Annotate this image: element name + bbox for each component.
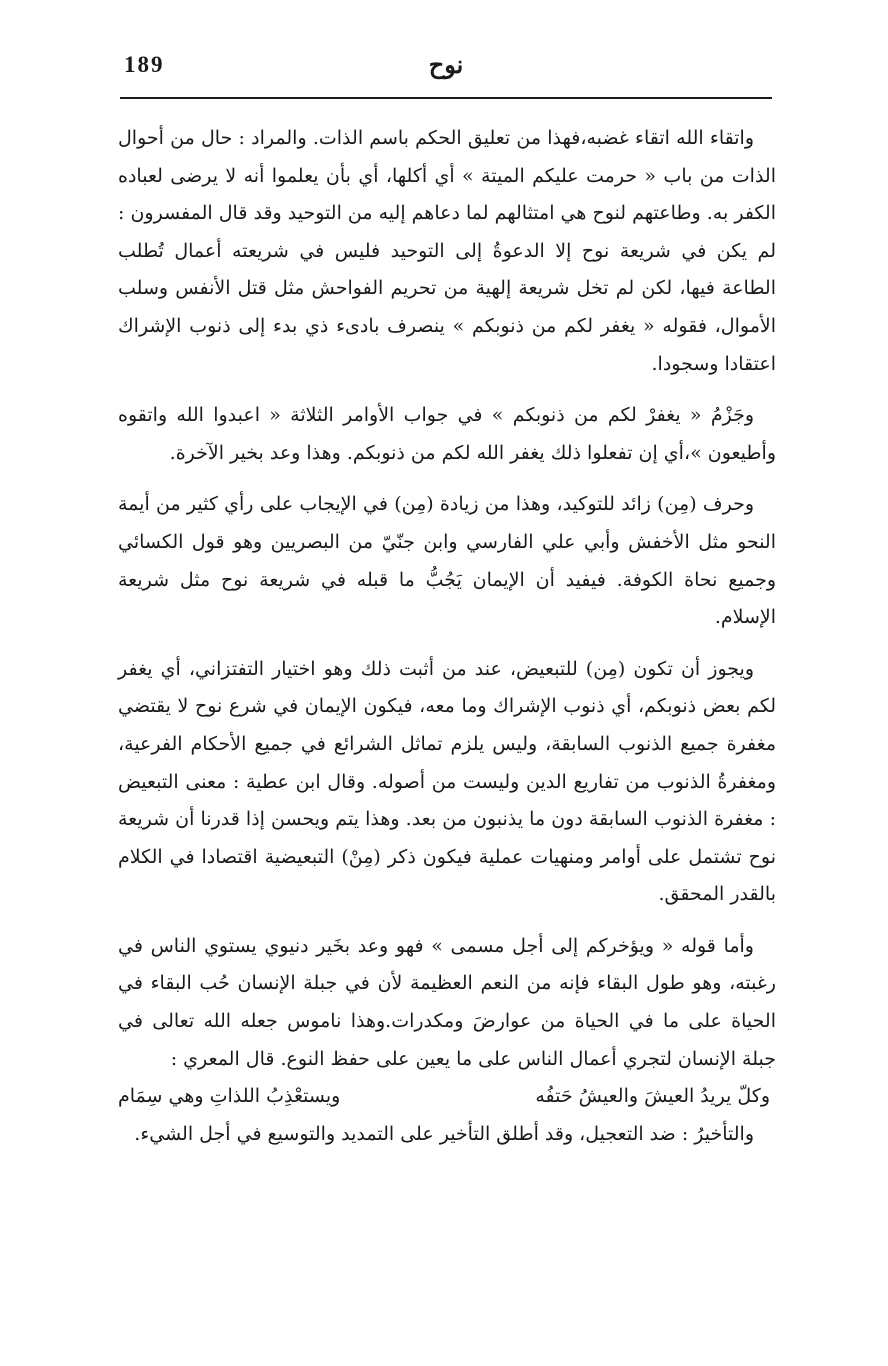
paragraph-6: والتأخيرُ : ضد التعجيل، وقد أطلق التأخير على التمديد والتوسيع في أجل الشيء. [134,1122,754,1145]
header-rule [120,97,772,99]
poetry-verse [118,1078,776,1116]
running-title: نوح [428,50,464,79]
paragraph-2: وجَزْمُ « يغفرْ لكم من ذنوبكم » في جواب الأوامر الثلاثة « اعبدوا الله واتقوه وأطيعون »،أي إن تفعلوا ذلك يغفر الله لكم من ذنوبكم. وهذا وعد بخير الآخرة. [118,404,776,464]
page-number: 189 [124,52,165,77]
page-header [120,48,772,96]
paragraph-3: وحرف (مِن) زائد للتوكيد، وهذا من زيادة (مِن) في الإيجاب على رأي كثير من أيمة النحو مثل الأخفش وأبي علي الفارسي وابن جنّيّ من البصريين وهو قول الكسائي وجميع نحاة الكوفة. فيفيد أن الإيمان يَجُبُّ ما قبله في شريعة نوح مثل شريعة الإسلام. [118,493,776,629]
paragraph-1: واتقاء الله اتقاء غضبه،فهذا من تعليق الحكم باسم الذات. والمراد : حال من أحوال الذات من باب « حرمت عليكم الميتة » أي أكلها، أي بأن يعلموا أنه لا يرضى لعباده الكفر به. وطاعتهم لنوح هي امتثالهم لما دعاهم إليه من التوحيد وقد قال المفسرون : لم يكن في شريعة نوح إلا الدعوةُ إلى التوحيد فليس في شريعته أعمال تُطلب الطاعة فيها، لكن لم تخل شريعة إلهية من تحريم الفواحش مثل قتل الأنفس وسلب الأموال، فقوله « يغفر لكم من ذنوبكم » ينصرف بادىء ذي بدء إلى ذنوب الإشراك اعتقادا وسجودا. [118,127,776,375]
paragraph-5: وأما قوله « ويؤخركم إلى أجل مسمى » فهو وعد بخَير دنيوي يستوي الناس في رغبته، وهو طول البقاء فإنه من النعم العظيمة لأن في جبلة الإنسان حُب البقاء في الحياة على ما في الحياة من عوارضَ ومكدرات.وهذا ناموس جعله الله تعالى في جبلة الإنسان لتجري أعمال الناس على ما يعين على حفظ النوع. قال المعري : [118,934,776,1070]
paragraph-4: ويجوز أن تكون (مِن) للتبعيض، عند من أثبت ذلك وهو اختيار التفتزاني، أي يغفر لكم بعض ذنوبكم، أي ذنوب الإشراك وما معه، فيكون الإيمان في شرع نوح لا يقتضي مغفرة جميع الذنوب السابقة، وليس يلزم تماثل الشرائع في جميع الأحكام الفرعية، ومغفرةُ الذنوب من تفاريع الدين وليست من أصوله. وقال ابن عطية : معنى التبعيض : مغفرة الذنوب السابقة دون ما يذنبون من بعد. وهذا يتم ويحسن إذا قدرنا أن شريعة نوح تشتمل على أوامر ومنهيات عملية فيكون ذكر (مِنْ) التبعيضية اقتصادا في الكلام بالقدر المحقق. [118,657,776,906]
page-text [118,120,776,1167]
verse-second-hemistich: ويستعْذِبُ اللذاتِ وهي سِمَام [118,1085,341,1108]
verse-first-hemistich: وكلّ يريدُ العيشَ والعيشُ حَتفُه [535,1085,770,1108]
